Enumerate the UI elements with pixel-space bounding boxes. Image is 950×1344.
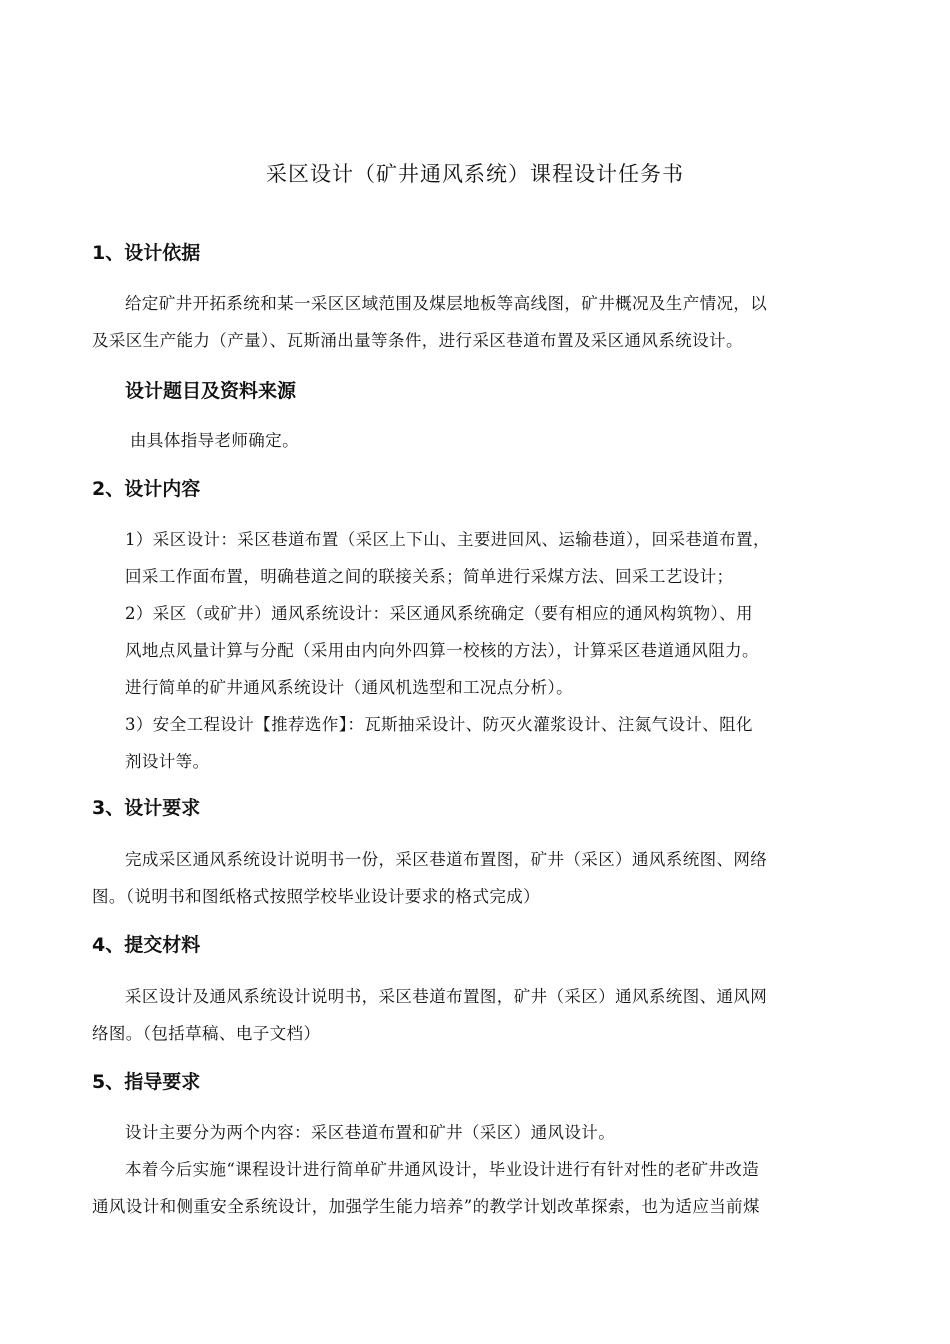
paragraph-line: 本着今后实施“课程设计进行简单矿井通风设计，毕业设计进行有针对性的老矿井改造 — [125, 1160, 760, 1179]
paragraph-line: 设计主要分为两个内容：采区巷道布置和矿井（采区）通风设计。 — [125, 1123, 616, 1142]
paragraph-line: 给定矿井开拓系统和某一采区区域范围及煤层地板等高线图，矿井概况及生产情况，以 — [125, 294, 768, 313]
paragraph-line: 及采区生产能力（产量）、瓦斯涌出量等条件，进行采区巷道布置及采区通风系统设计。 — [92, 331, 743, 350]
paragraph-line: 1）采区设计：采区巷道布置（采区上下山、主要进回风、运输巷道），回采巷道布置， — [125, 530, 770, 549]
sub-heading-topic-source: 设计题目及资料来源 — [125, 380, 297, 402]
paragraph-line: 回采工作面布置，明确巷道之间的联接关系；简单进行采煤方法、回采工艺设计； — [125, 567, 734, 586]
paragraph-line: 络图。（包括草稿、电子文档） — [92, 1024, 321, 1043]
paragraph-line: 风地点风量计算与分配（采用由内向外四算一校核的方法），计算采区巷道通风阻力。 — [125, 641, 759, 660]
paragraph-line: 2）采区（或矿井）通风系统设计：采区通风系统确定（要有相应的通风构筑物）、用 — [125, 604, 753, 623]
paragraph-line: 由具体指导老师确定。 — [130, 431, 299, 450]
section-heading-content: 2、设计内容 — [92, 478, 201, 500]
paragraph-line: 剂设计等。 — [125, 752, 210, 771]
section-heading-guidance: 5、指导要求 — [92, 1071, 201, 1093]
paragraph-line: 完成采区通风系统设计说明书一份，采区巷道布置图，矿井（采区）通风系统图、网络 — [125, 850, 768, 869]
paragraph-line: 采区设计及通风系统设计说明书，采区巷道布置图，矿井（采区）通风系统图、通风网 — [125, 987, 768, 1006]
section-heading-basis: 1、设计依据 — [92, 242, 201, 264]
paragraph-line: 通风设计和侧重安全系统设计，加强学生能力培养”的教学计划改革探索，也为适应当前煤 — [92, 1197, 760, 1216]
section-heading-requirements: 3、设计要求 — [92, 797, 201, 819]
document-title: 采区设计（矿井通风系统）课程设计任务书 — [266, 162, 684, 186]
paragraph-line: 进行简单的矿井通风系统设计（通风机选型和工况点分析）。 — [125, 678, 574, 697]
paragraph-line: 3）安全工程设计【推荐选作】：瓦斯抽采设计、防灭火灌浆设计、注氮气设计、阻化 — [125, 715, 753, 734]
paragraph-line: 图。（说明书和图纸格式按照学校毕业设计要求的格式完成） — [92, 887, 541, 906]
section-heading-materials: 4、提交材料 — [92, 934, 201, 956]
